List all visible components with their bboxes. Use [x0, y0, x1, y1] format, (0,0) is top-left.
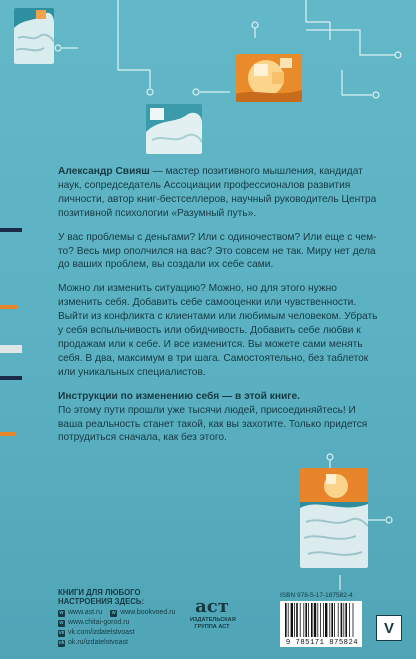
publisher-logo [190, 597, 234, 631]
link-chitai-gorod[interactable]: www.chitai-gorod.ru [68, 619, 130, 626]
brain-puzzle-art-top-right [236, 54, 302, 102]
barcode [284, 603, 358, 637]
barcode-bar [349, 603, 350, 637]
link-ok[interactable]: ok.ru/izdatelstvoast [68, 639, 128, 646]
instructions-text: По этому пути прошли уже тысячи людей, присоединяйтесь! И ваша реальность станет такой, как вы захотите. Только придется потрудиться сначала, как без этого. [58, 404, 368, 444]
barcode-bar [291, 603, 293, 637]
barcode-bar [285, 603, 287, 637]
ok-icon: ok [58, 639, 65, 646]
barcode-bar [338, 603, 339, 637]
barcode-bar [311, 603, 313, 637]
book-description [58, 165, 378, 455]
barcode-bar [305, 603, 307, 637]
barcode-bar [308, 603, 309, 637]
decor-stripe-navy-2 [0, 376, 22, 380]
promo-title: КНИГИ ДЛЯ ЛЮБОГО НАСТРОЕНИЯ ЗДЕСЬ: [58, 588, 145, 606]
link-ast[interactable]: www.ast.ru [68, 609, 103, 616]
author-paragraph [58, 165, 378, 221]
change-paragraph: Можно ли изменить ситуацию? Можно, но для этого нужно изменить себя. Добавить себе самооценки или чувственности. Выйти из конфликта с клиентами или любимым человеком. Убрать у себя вспыльчивость или обидчивость. Добавить себе любви к продажам или к себе. И все изменится. Вы можете сами менять себя. В два, максимум в три шага. Самостоятельно, без таблеток или уникальных специалистов. [58, 283, 378, 378]
barcode-bar [296, 603, 298, 637]
link-row [58, 638, 175, 648]
barcode-digits: 9 785171 875824 [285, 639, 359, 647]
link-row [58, 608, 175, 618]
barcode-bar [325, 603, 327, 637]
decor-stripe-orange [0, 305, 18, 309]
decor-stripe-navy [0, 228, 22, 232]
web-icon: w [111, 609, 116, 616]
barcode-bar [353, 603, 354, 637]
decor-stripe-light [0, 345, 22, 353]
barcode-bar [317, 603, 318, 637]
barcode-bar [331, 603, 333, 637]
web-icon: w [59, 619, 64, 626]
instructions-heading: Инструкции по изменению себя — в этой книге. [58, 390, 301, 402]
decor-stripe-orange-2 [0, 432, 16, 436]
barcode-bar [288, 603, 289, 637]
problems-paragraph: У вас проблемы с деньгами? Или с одиночеством? Или еще с чем-то? Весь мир ополчился на вас? Это совсем не так. Миру нет дела до ваших проблем, вы создали их себе сами. [58, 231, 377, 271]
link-vk[interactable]: vk.com/izdatelstvoast [68, 629, 135, 636]
brain-puzzle-art-middle [146, 104, 202, 154]
promo-links [58, 608, 175, 648]
publisher-caption-2: ГРУППА АСТ [194, 624, 230, 630]
barcode-bar [329, 603, 330, 637]
barcode-bar [341, 603, 343, 637]
barcode-bar [334, 603, 335, 637]
rating-badge: V [376, 615, 402, 641]
isbn-label: ISBN 978-5-17-187582-4 [280, 592, 353, 599]
publisher-caption-1: ИЗДАТЕЛЬСКАЯ [190, 617, 236, 623]
author-bio: — мастер позитивного мышления, кандидат наук, сопредседатель Ассоциации профессионалов развития личности, автор книг-бестселлеров, научный руководитель Центра позитивной психологии «Разумный путь». [58, 166, 377, 219]
publisher-mark: аст [195, 596, 229, 617]
barcode-bar [320, 603, 321, 637]
barcode-bar [294, 603, 295, 637]
barcode-bar [303, 603, 304, 637]
web-icon: w [59, 609, 64, 616]
barcode-bar [300, 603, 301, 637]
brain-puzzle-art-top-left [14, 8, 54, 64]
author-name: Александр Свияш [58, 166, 150, 177]
link-row [58, 628, 175, 638]
barcode-bar [343, 603, 344, 637]
barcode-bar [314, 603, 316, 637]
link-bookvoed[interactable]: www.bookvoed.ru [120, 609, 176, 616]
link-row [58, 618, 175, 628]
barcode-bar [345, 603, 347, 637]
instructions-paragraph [58, 390, 378, 446]
vk-icon: vk [58, 629, 65, 636]
barcode-bar [323, 603, 324, 637]
brain-puzzle-art-bottom-right [300, 468, 368, 568]
